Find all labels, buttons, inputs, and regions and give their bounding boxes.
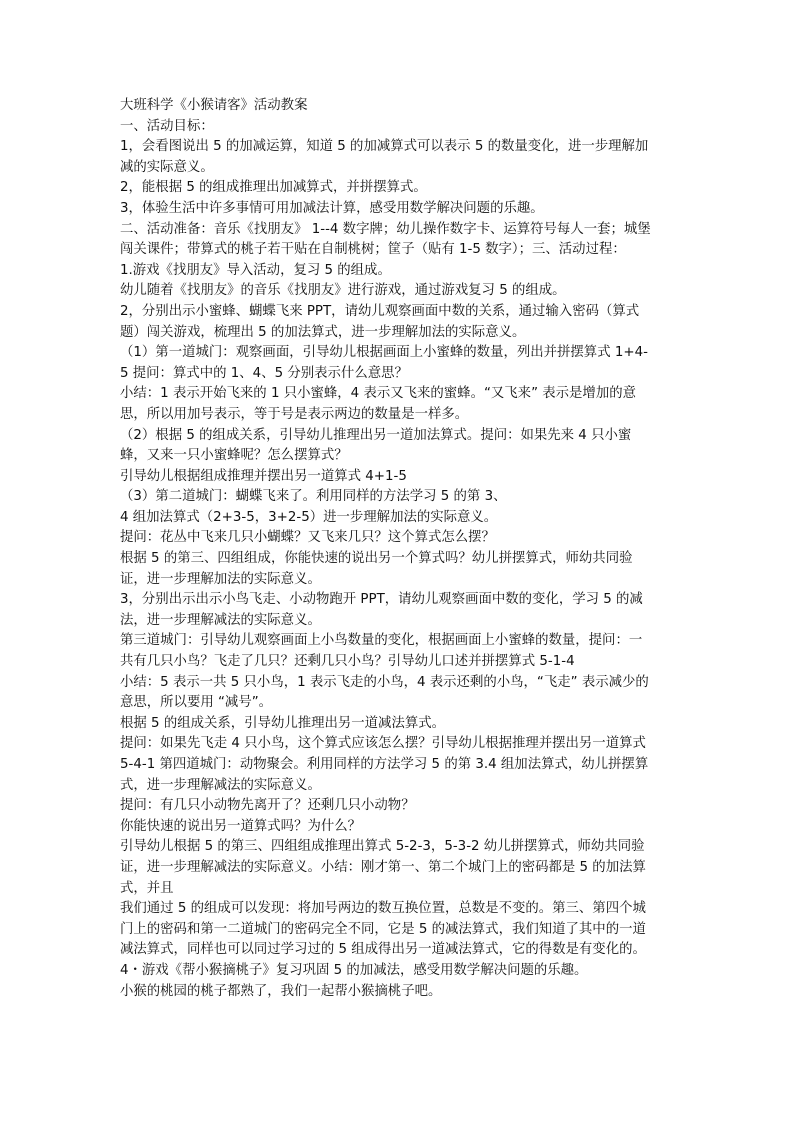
text-line: 蜂，又来一只小蜜蜂呢？怎么摆算式？ [120,448,348,464]
text-line: 根据 5 的第三、四组组成，你能快速的说出另一个算式吗？幼儿拼摆算式，师幼共同验 [120,551,633,567]
text-line: 3，体验生活中许多事情可用加减法计算，感受用数学解决问题的乐趣。 [120,200,544,216]
text-line: 1.游戏《找朋友》导入活动，复习 5 的组成。 [120,262,391,278]
text-line: 减法算式，同样也可以同过学习过的 5 组成得出另一道减法算式，它的得数是有变化的。 [120,942,646,958]
text-line: 1，会看图说出 5 的加减运算，知道 5 的加减算式可以表示 5 的数量变化，进一步理解加 [120,139,649,155]
text-line: 引导幼儿根据组成推理并摆出另一道算式 4+1-5 [120,468,407,484]
document-title: 大班科学《小猴请客》活动教案 [120,98,308,113]
text-line: 4・游戏《帮小猴摘桃子》复习巩固 5 的加减法，感受用数学解决问题的乐趣。 [120,962,588,978]
text-line: 证，进一步理解减法的实际意义。小结：刚才第一、第二个城门上的密码都是 5 的加法算 [120,859,646,875]
text-line: 我们通过 5 的组成可以发现：将加号两边的数互换位置，总数是不变的。第三、第四个城 [120,901,646,917]
text-line: 式，并且 [120,880,174,896]
text-line: 提问：有几只小动物先离开了？还剩几只小动物？ [120,798,415,814]
text-line: 5-4-1 第四道城门：动物聚会。利用同样的方法学习 5 的第 3.4 组加法算式，幼儿拼摆算 [120,757,649,772]
text-line: 5 提问：算式中的 1、4、5 分别表示什么意思？ [120,365,408,381]
text-line: 减的实际意义。 [120,159,214,175]
text-line: 你能快速的说出另一道算式吗？为什么？ [120,818,362,834]
text-line: 二、活动准备：音乐《找朋友》 1--4 数字牌；幼儿操作数字卡、运算符号每人一套；城堡 [120,221,651,237]
text-line: 法，进一步理解减法的实际意义。 [120,612,321,628]
text-line: 幼儿随着《找朋友》的音乐《找朋友》进行游戏，通过游戏复习 5 的组成。 [120,283,566,299]
text-line: 题）闯关游戏，梳理出 5 的加法算式，进一步理解加法的实际意义。 [120,324,526,340]
text-line: （3）第二道城门：蝴蝶飞来了。利用同样的方法学习 5 的第 3、 [120,489,507,505]
text-line: 3，分别出示出示小鸟飞走、小动物跑开 PPT，请幼儿观察画面中数的变化，学习 5 的减 [120,592,643,608]
text-line: 根据 5 的组成关系，引导幼儿推理出另一道减法算式。 [120,715,446,731]
text-line: 意思，所以要用 “减号”。 [120,695,273,711]
text-line: 闯关课件；带算式的桃子若干贴在自制桃树；筐子（贴有 1-5 数字）；三、活动过程： [120,242,626,258]
text-line: （1）第一道城门：观察画面，引导幼儿根据画面上小蜜蜂的数量，列出并拼摆算式 1+4- [120,345,648,361]
text-line: 门上的密码和第一二道城门的密码完全不同，它是 5 的减法算式，我们知道了其中的一道 [120,921,646,937]
text-line: 4 组加法算式（2+3-5，3+2-5）进一步理解加法的实际意义。 [120,509,498,525]
text-line: 2，能根据 5 的组成推理出加减算式，并拼摆算式。 [120,180,427,196]
text-line: 提问：花丛中飞来几只小蝴蝶？又飞来几只？这个算式怎么摆？ [120,530,495,546]
text-line: 证，进一步理解加法的实际意义。 [120,571,321,587]
text-line: 小结：1 表示开始飞来的 1 只小蜜蜂，4 表示又飞来的蜜蜂。“又飞来” 表示是增加的意 [120,386,636,402]
text-line: 第三道城门：引导幼儿观察画面上小鸟数量的变化，根据画面上小蜜蜂的数量，提问：一 [120,633,643,649]
text-line: （2）根据 5 的组成关系，引导幼儿推理出另一道加法算式。提问：如果先来 4 只小蜜 [120,427,632,443]
text-line: 引导幼儿根据 5 的第三、四组组成推理出算式 5-2-3，5-3-2 幼儿拼摆算式，师幼共同验 [120,839,645,855]
text-line: 一、活动目标： [120,118,214,134]
text-line: 小猴的桃园的桃子都熟了，我们一起帮小猴摘桃子吧。 [120,983,442,999]
text-line: 式，进一步理解减法的实际意义。 [120,777,321,793]
text-line: 小结：5 表示一共 5 只小鸟，1 表示飞走的小鸟，4 表示还剩的小鸟，“飞走” 表示减少的 [120,674,649,690]
document-body [120,96,680,1002]
text-line: 提问：如果先飞走 4 只小鸟，这个算式应该怎么摆？引导幼儿根据推理并摆出另一道算式 [120,736,646,752]
text-line: 共有几只小鸟？飞走了几只？还剩几只小鸟？引导幼儿口述并拼摆算式 5-1-4 [120,654,575,670]
text-line: 思，所以用加号表示，等于号是表示两边的数量是一样多。 [120,406,469,422]
text-line: 2，分别出示小蜜蜂、蝴蝶飞来 PPT，请幼儿观察画面中数的关系，通过输入密码（算式 [120,303,640,319]
